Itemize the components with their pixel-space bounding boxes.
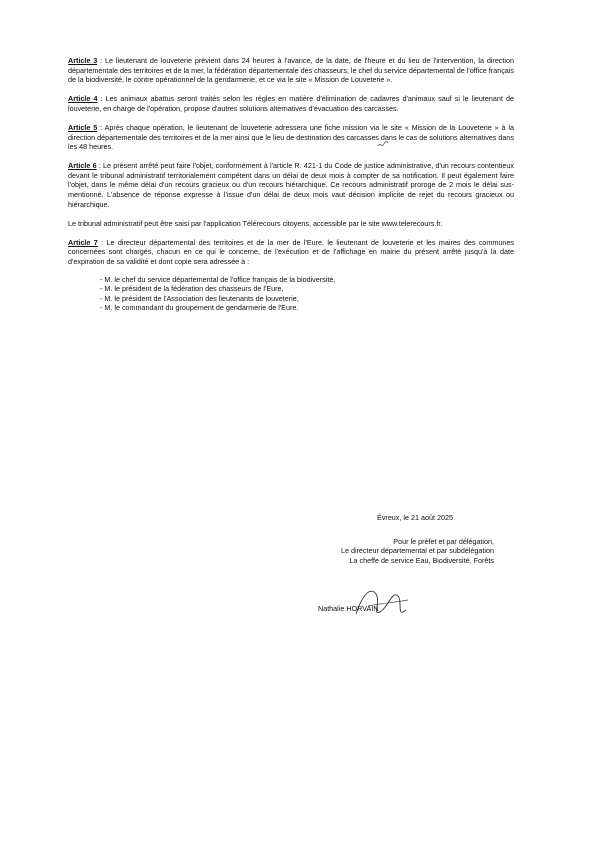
article-5-text: : Après chaque opération, le lieutenant de louveterie adressera une fiche mission via le site « Mission de la Louveterie » à la direction départementale des territoires et de la mer ainsi que le lieu de destination des carcasses dans le cas de solutions alternatives dans les 48 heures. bbox=[68, 122, 514, 152]
signer-name: Nathalie HORVAIN bbox=[318, 604, 379, 613]
recipient-item: - M. le président de la fédération des chasseurs de l'Eure, bbox=[100, 284, 284, 294]
article-5-label: Article 5 bbox=[68, 122, 98, 132]
article-5 bbox=[68, 123, 514, 152]
telerecours-paragraph: Le tribunal administratif peut être saisi par l'application Télérecours citoyens, accessible par le site www.telerecours.fr. bbox=[68, 218, 443, 228]
signature-block bbox=[270, 513, 530, 565]
article-3-text: : Le lieutenant de louveterie prévient dans 24 heures à l'avance, de la date, de l'heure et du lieu de l'intervention, la direction départementale des territoires et de la mer, la fédération départementale des chasseurs, le chef du service départemental de l'office français de la biodiversité, le contre opérationnel de la gendarmerie, et ce via le site « Mission de Louveterie ». bbox=[68, 56, 514, 85]
article-3-label: Article 3 bbox=[68, 56, 98, 65]
article-4 bbox=[68, 94, 514, 113]
article-7 bbox=[68, 238, 514, 267]
signature-role: La cheffe de service Eau, Biodiversité, Forêts bbox=[349, 555, 494, 565]
recipient-item: - M. le président de l'Association des lieutenants de louveterie, bbox=[100, 293, 299, 303]
article-7-text: : Le directeur départemental des territoires et de la mer de l'Eure, le lieutenant de louveterie et les maires des communes concernées sont chargés, chacun en ce qui le concerne, de l'exécution et de l'affichage en mairie du présent arrêté jusqu'à la date d'expiration de sa validité et dont copie sera adressée à : bbox=[68, 237, 514, 266]
signature-date: Évreux, le 21 août 2025 bbox=[377, 513, 453, 522]
document-body bbox=[68, 56, 514, 313]
signature-delegation: Pour le préfet et par délégation, bbox=[393, 536, 494, 546]
article-4-label: Article 4 bbox=[68, 94, 98, 104]
article-4-text: : Les animaux abattus seront traités selon les règles en matière d'élimination de cadavres d'animaux sauf si le lieutenant de louveterie, en charge de l'opération, propose d'autres solutions alternatives d'évacuation des carcasses. bbox=[68, 94, 514, 113]
recipient-list bbox=[68, 275, 514, 313]
article-7-label: Article 7 bbox=[68, 237, 98, 247]
handwritten-mark bbox=[376, 138, 390, 150]
recipient-item: - M. le chef du service départemental de l'office français de la biodiversité, bbox=[100, 274, 336, 284]
article-6-label: Article 6 bbox=[68, 161, 97, 171]
signature-subdelegation: Le directeur départemental et par subdélégation bbox=[340, 546, 494, 556]
article-3 bbox=[68, 56, 514, 85]
handwritten-signature bbox=[348, 576, 418, 626]
article-6-text: : Le présent arrêté peut faire l'objet, conformément à l'article R. 421-1 du Code de justice administrative, d'un recours contentieux devant le tribunal administratif territorialement compétent dans un délai de deux mois à compter de sa notification. Il peut également faire l'objet, dans le même délai d'un recours gracieux ou d'un recours hiérarchique. Ce recours administratif proroge de 2 mois le délai sus-mentionné. L'absence de réponse expresse à l'issue d'un délai de deux mois vaut décision implicite de rejet du recours gracieux ou hiérarchique. bbox=[68, 161, 514, 209]
recipient-item: - M. le commandant du groupement de gendarmerie de l'Eure. bbox=[100, 303, 299, 313]
article-6 bbox=[68, 161, 514, 209]
